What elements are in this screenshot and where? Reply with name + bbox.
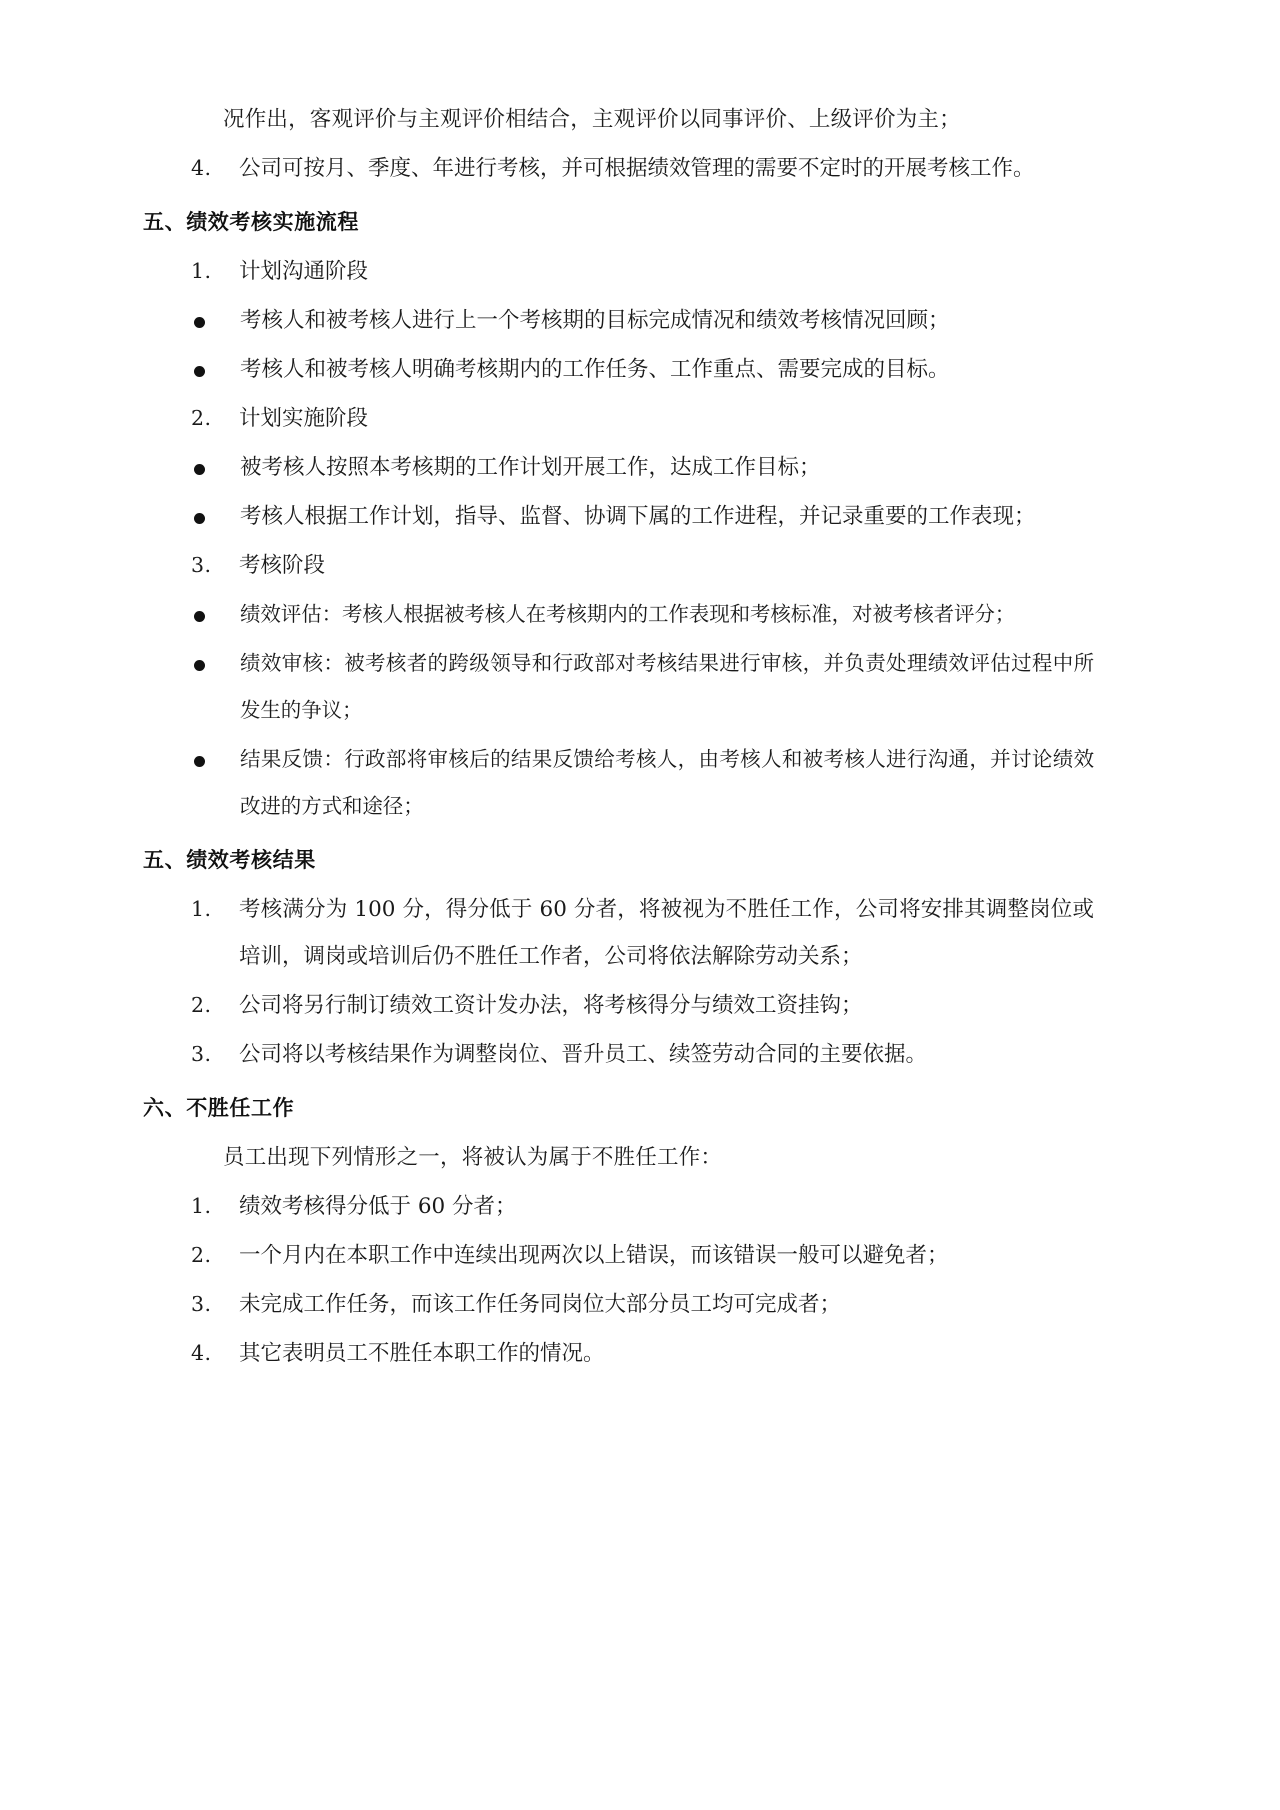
list-marker: 1.: [191, 897, 212, 921]
list-item-text: 考核阶段: [239, 553, 326, 578]
list-item-text: 未完成工作任务，而该工作任务同岗位大部分员工均可完成者；: [239, 1292, 842, 1317]
bullet-dot-icon: [194, 513, 205, 524]
continuation-paragraph: 况作出，客观评价与主观评价相结合，主观评价以同事评价、上级评价为主；: [223, 107, 961, 132]
list-item: [182, 982, 1094, 1029]
section-heading-process: 五、绩效考核实施流程: [143, 210, 359, 234]
bullet-item-text: 绩效审核：被考核者的跨级领导和行政部对考核结果进行审核，并负责处理绩效评估过程中所发生的争议；: [240, 651, 1094, 722]
list-item-text: 一个月内在本职工作中连续出现两次以上错误，而该错误一般可以避免者；: [239, 1243, 949, 1268]
list-item-text: 计划沟通阶段: [239, 259, 369, 284]
list-marker: 4.: [191, 1341, 212, 1365]
list-marker: 1.: [191, 1194, 212, 1218]
bullet-list-item: [182, 297, 1094, 344]
list-item: [182, 145, 1094, 192]
list-marker: 2.: [191, 993, 212, 1017]
bullet-item-text: 绩效评估：考核人根据被考核人在考核期内的工作表现和考核标准，对被考核者评分；: [240, 602, 1016, 626]
bullet-item-text: 考核人和被考核人进行上一个考核期的目标完成情况和绩效考核情况回顾；: [240, 308, 950, 333]
list-item-text: 公司可按月、季度、年进行考核，并可根据绩效管理的需要不定时的开展考核工作。: [239, 156, 1035, 181]
bullet-list-item: [182, 346, 1094, 393]
list-item: [182, 1031, 1094, 1078]
bullet-list-item: [182, 591, 1094, 638]
list-marker: 4.: [191, 156, 212, 180]
list-item-text: 考核满分为 100 分，得分低于 60 分者，将被视为不胜任工作，公司将安排其调整岗位或培训，调岗或培训后仍不胜任工作者，公司将依法解除劳动关系；: [239, 897, 1094, 969]
bullet-list-item: [182, 444, 1094, 491]
bullet-dot-icon: [194, 660, 205, 671]
list-marker: 3.: [191, 553, 212, 577]
list-item-text: 公司将另行制订绩效工资计发办法，将考核得分与绩效工资挂钩；: [239, 993, 863, 1018]
list-item: [182, 1183, 1094, 1230]
bullet-item-text: 考核人根据工作计划，指导、监督、协调下属的工作进程，并记录重要的工作表现；: [240, 504, 1036, 529]
list-item: [182, 542, 1094, 589]
bullet-item-text: 被考核人按照本考核期的工作计划开展工作，达成工作目标；: [240, 455, 821, 480]
bullet-dot-icon: [194, 366, 205, 377]
section-heading-results: 五、绩效考核结果: [143, 848, 316, 872]
list-marker: 3.: [191, 1042, 212, 1066]
bullet-list-item: [182, 493, 1094, 540]
list-marker: 1.: [191, 259, 212, 283]
bullet-item-text: 结果反馈：行政部将审核后的结果反馈给考核人，由考核人和被考核人进行沟通，并讨论绩效改进的方式和途径；: [240, 747, 1094, 818]
list-item: [182, 248, 1094, 295]
list-item: [182, 1232, 1094, 1279]
bullet-dot-icon: [194, 464, 205, 475]
bullet-list-item: [182, 736, 1094, 830]
bullet-item-text: 考核人和被考核人明确考核期内的工作任务、工作重点、需要完成的目标。: [240, 357, 950, 382]
list-item: [182, 1330, 1094, 1377]
list-item-text: 计划实施阶段: [239, 406, 369, 431]
list-item: [182, 395, 1094, 442]
list-item: [182, 1281, 1094, 1328]
section-lead-paragraph: 员工出现下列情形之一，将被认为属于不胜任工作：: [223, 1145, 723, 1170]
bullet-list-item: [182, 640, 1094, 734]
list-item-text: 绩效考核得分低于 60 分者；: [239, 1194, 517, 1219]
bullet-dot-icon: [194, 611, 205, 622]
document-body: [143, 96, 1094, 1377]
list-item-text: 公司将以考核结果作为调整岗位、晋升员工、续签劳动合同的主要依据。: [239, 1042, 928, 1067]
list-marker: 3.: [191, 1292, 212, 1316]
list-marker: 2.: [191, 1243, 212, 1267]
list-marker: 2.: [191, 406, 212, 430]
bullet-dot-icon: [194, 317, 205, 328]
list-item-text: 其它表明员工不胜任本职工作的情况。: [239, 1341, 605, 1366]
bullet-dot-icon: [194, 756, 205, 767]
section-heading-incompetence: 六、不胜任工作: [143, 1096, 295, 1120]
list-item: [182, 886, 1094, 980]
